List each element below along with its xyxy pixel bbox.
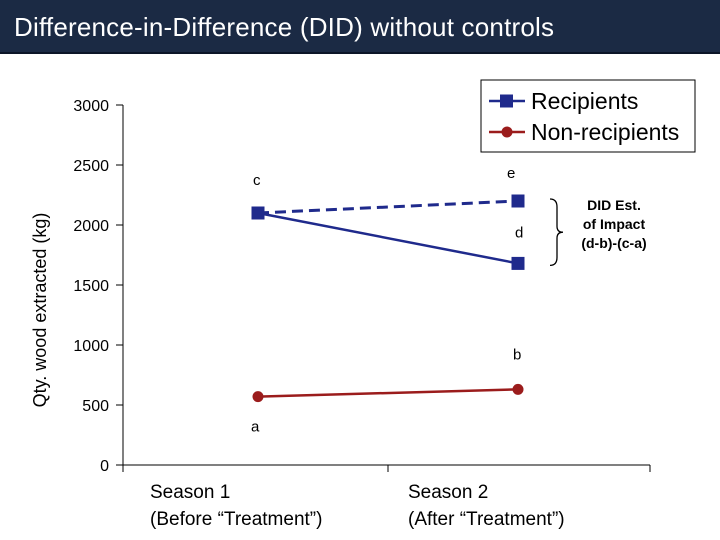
y-tick-label: 0 [100, 458, 109, 475]
y-tick-label: 2500 [73, 158, 109, 175]
point-label-b: b [513, 346, 522, 364]
did-bracket [550, 199, 563, 265]
point-label-c: c [253, 172, 261, 189]
x-category-sublabel: (Before “Treatment”) [150, 509, 323, 530]
x-category-label: Season 1 [150, 482, 231, 503]
legend-recipients-label: Recipients [531, 88, 639, 114]
y-tick-label: 500 [82, 398, 109, 415]
legend-non-recipients-label: Non-recipients [531, 119, 680, 145]
y-tick-label: 1000 [73, 338, 109, 355]
did-annotation-line: (d-b)-(c-a) [581, 235, 647, 251]
counterfactual-marker [512, 195, 525, 208]
x-category-label: Season 2 [408, 482, 489, 503]
counterfactual-line [258, 201, 518, 213]
point-label-d: d [515, 224, 524, 242]
y-tick-label: 2000 [73, 218, 109, 235]
slide-title: Difference-in-Difference (DID) without controls [14, 12, 555, 42]
did-annotation-line: of Impact [582, 216, 646, 232]
y-tick-label: 1500 [73, 278, 109, 295]
non-recipients-point [513, 384, 524, 395]
recipients-point [512, 257, 525, 270]
legend-recipients-marker [500, 95, 513, 108]
did-annotation-line: DID Est. [587, 197, 641, 213]
recipients-line [258, 213, 518, 263]
point-label-e: e [507, 165, 516, 182]
non-recipients-line [258, 389, 518, 396]
recipients-point [252, 207, 265, 220]
y-tick-label: 3000 [73, 98, 109, 115]
legend-non-recipients-marker [502, 127, 513, 138]
non-recipients-point [253, 391, 264, 402]
x-category-sublabel: (After “Treatment”) [408, 509, 565, 530]
point-label-a: a [251, 418, 260, 436]
y-axis-label: Qty. wood extracted (kg) [30, 212, 50, 408]
